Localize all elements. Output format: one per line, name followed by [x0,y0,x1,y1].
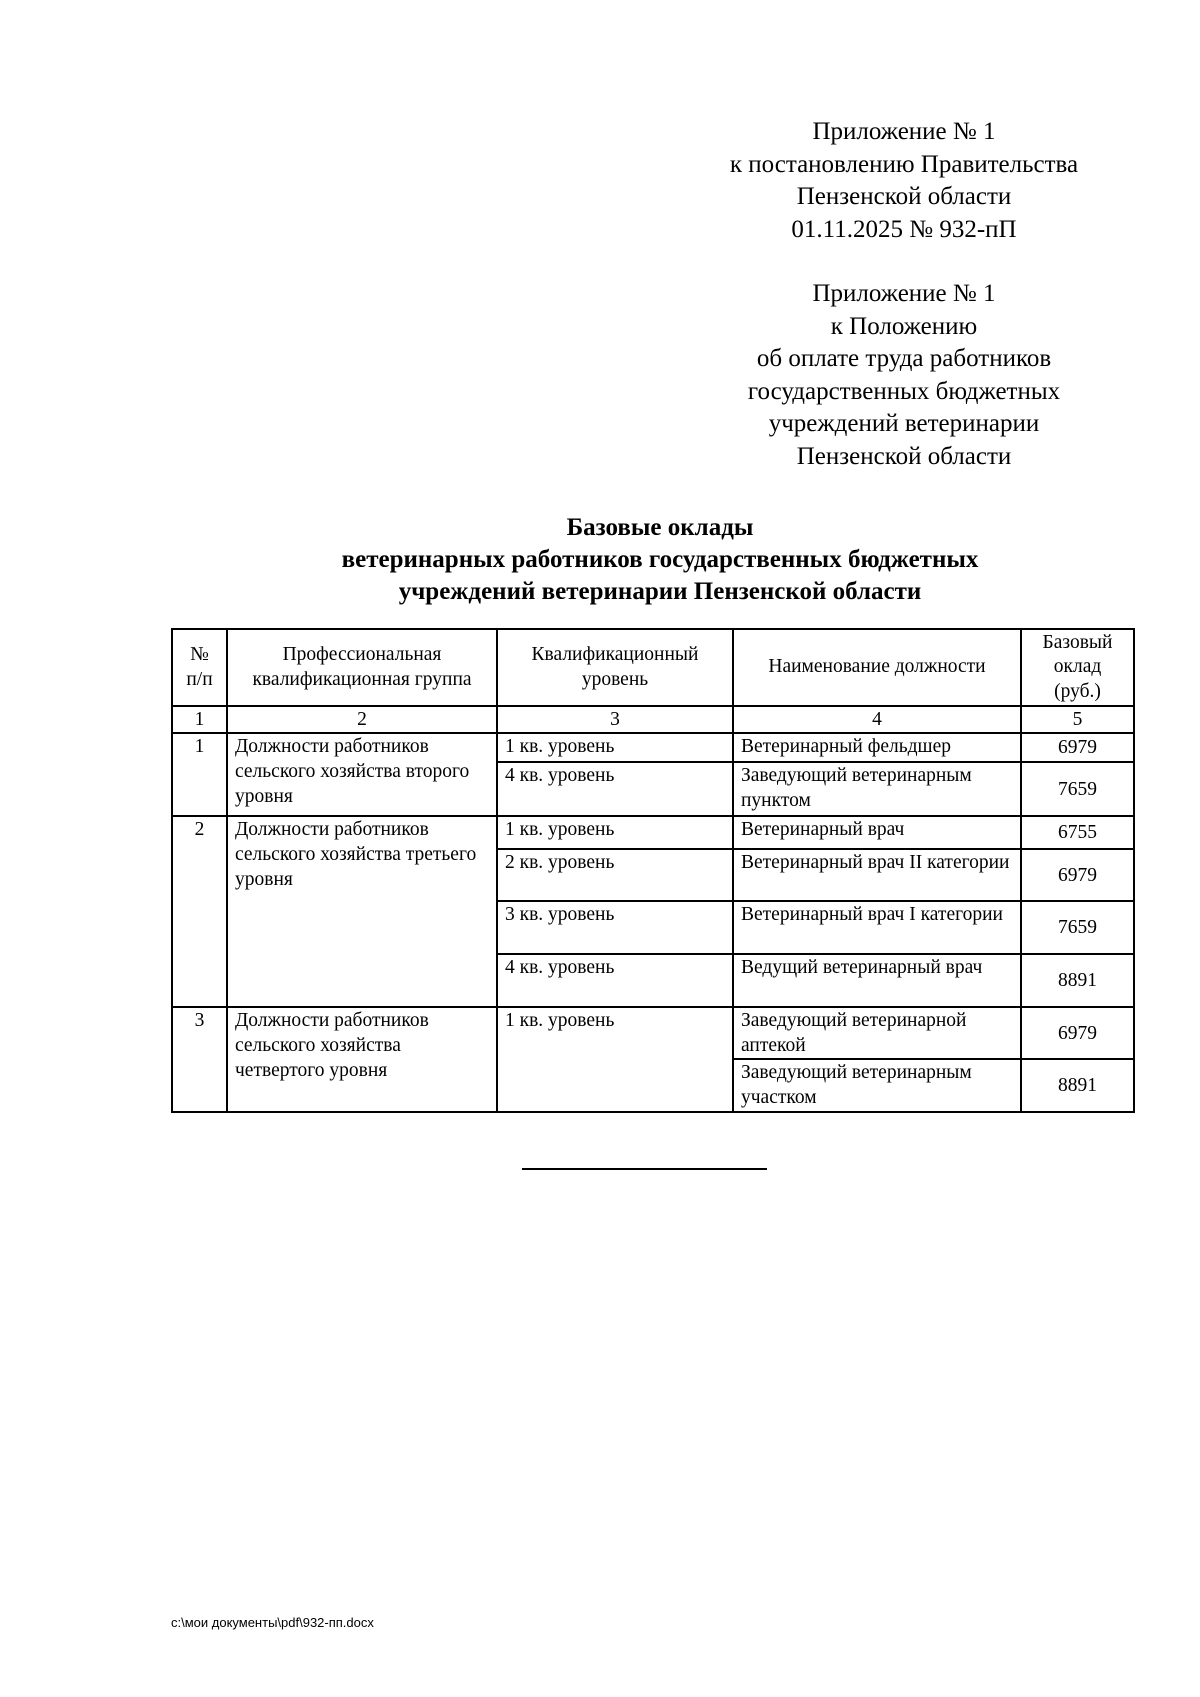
position-name: Ведущий ветеринарный врач [733,954,1021,1007]
document-title [160,512,1160,608]
base-salary: 7659 [1021,901,1134,954]
position-name: Ветеринарный врач II категории [733,849,1021,901]
column-number-row [172,706,1134,733]
appendix-line: учреждений ветеринарии [768,410,1040,437]
base-salary: 7659 [1021,762,1134,816]
base-salary-table [171,628,1135,1113]
appendix-line: Пензенской области [796,183,1012,210]
table-header-row [172,629,1134,706]
column-number: 1 [172,706,227,733]
title-line: ветеринарных работников государственных бюджетных [341,546,979,573]
appendix-to-regulation [694,278,1114,473]
appendix-line: к постановлению Правительства [729,150,1079,178]
header-cell-salary: Базовый оклад (руб.) [1021,629,1134,706]
appendix-line: Приложение № 1 [812,280,996,307]
table-row [172,1007,1134,1059]
group-number: 1 [172,733,227,816]
group-name: Должности работников сельского хозяйства второго уровня [227,733,497,816]
appendix-line: к Положению [830,312,978,340]
header-cell-group: Профессиональная квалификационная группа [227,629,497,706]
base-salary: 8891 [1021,1059,1134,1112]
file-path-footer: c:\мои документы\pdf\932-пп.docx [171,1615,374,1630]
appendix-line: Пензенской области [796,442,1012,470]
group-name: Должности работников сельского хозяйства третьего уровня [227,816,497,1007]
header-cell-number: № п/п [172,629,227,706]
appendix-line: государственных бюджетных [747,377,1061,405]
qualification-level: 3 кв. уровень [497,901,733,954]
qualification-level: 1 кв. уровень [497,733,733,762]
qualification-level: 1 кв. уровень [497,1007,733,1112]
position-name: Ветеринарный врач I категории [733,901,1021,954]
column-number: 4 [733,706,1021,733]
title-line: учреждений ветеринарии Пензенской области [398,578,922,605]
column-number: 5 [1021,706,1134,733]
group-number: 2 [172,816,227,1007]
base-salary: 6979 [1021,733,1134,762]
qualification-level: 4 кв. уровень [497,954,733,1007]
base-salary: 6979 [1021,1007,1134,1059]
base-salary: 8891 [1021,954,1134,1007]
position-name: Заведующий ветеринарным участком [733,1059,1021,1112]
header-cell-position: Наименование должности [733,629,1021,706]
position-name: Заведующий ветеринарным пунктом [733,762,1021,816]
qualification-level: 2 кв. уровень [497,849,733,901]
position-name: Заведующий ветеринарной аптекой [733,1007,1021,1059]
appendix-line: об оплате труда работников [756,345,1052,372]
header-cell-level: Квалификационный уровень [497,629,733,706]
base-salary: 6755 [1021,816,1134,849]
position-name: Ветеринарный фельдшер [733,733,1021,762]
position-name: Ветеринарный врач [733,816,1021,849]
appendix-line: 01.11.2025 № 932-пП [791,215,1017,243]
qualification-level: 1 кв. уровень [497,816,733,849]
qualification-level: 4 кв. уровень [497,762,733,816]
base-salary: 6979 [1021,849,1134,901]
appendix-line: Приложение № 1 [812,118,996,145]
group-number: 3 [172,1007,227,1112]
end-separator-line [522,1168,767,1170]
appendix-to-resolution [694,116,1114,246]
title-line: Базовые оклады [566,514,754,541]
group-name: Должности работников сельского хозяйства четвертого уровня [227,1007,497,1112]
column-number: 3 [497,706,733,733]
column-number: 2 [227,706,497,733]
table-row [172,733,1134,762]
table-row [172,816,1134,849]
